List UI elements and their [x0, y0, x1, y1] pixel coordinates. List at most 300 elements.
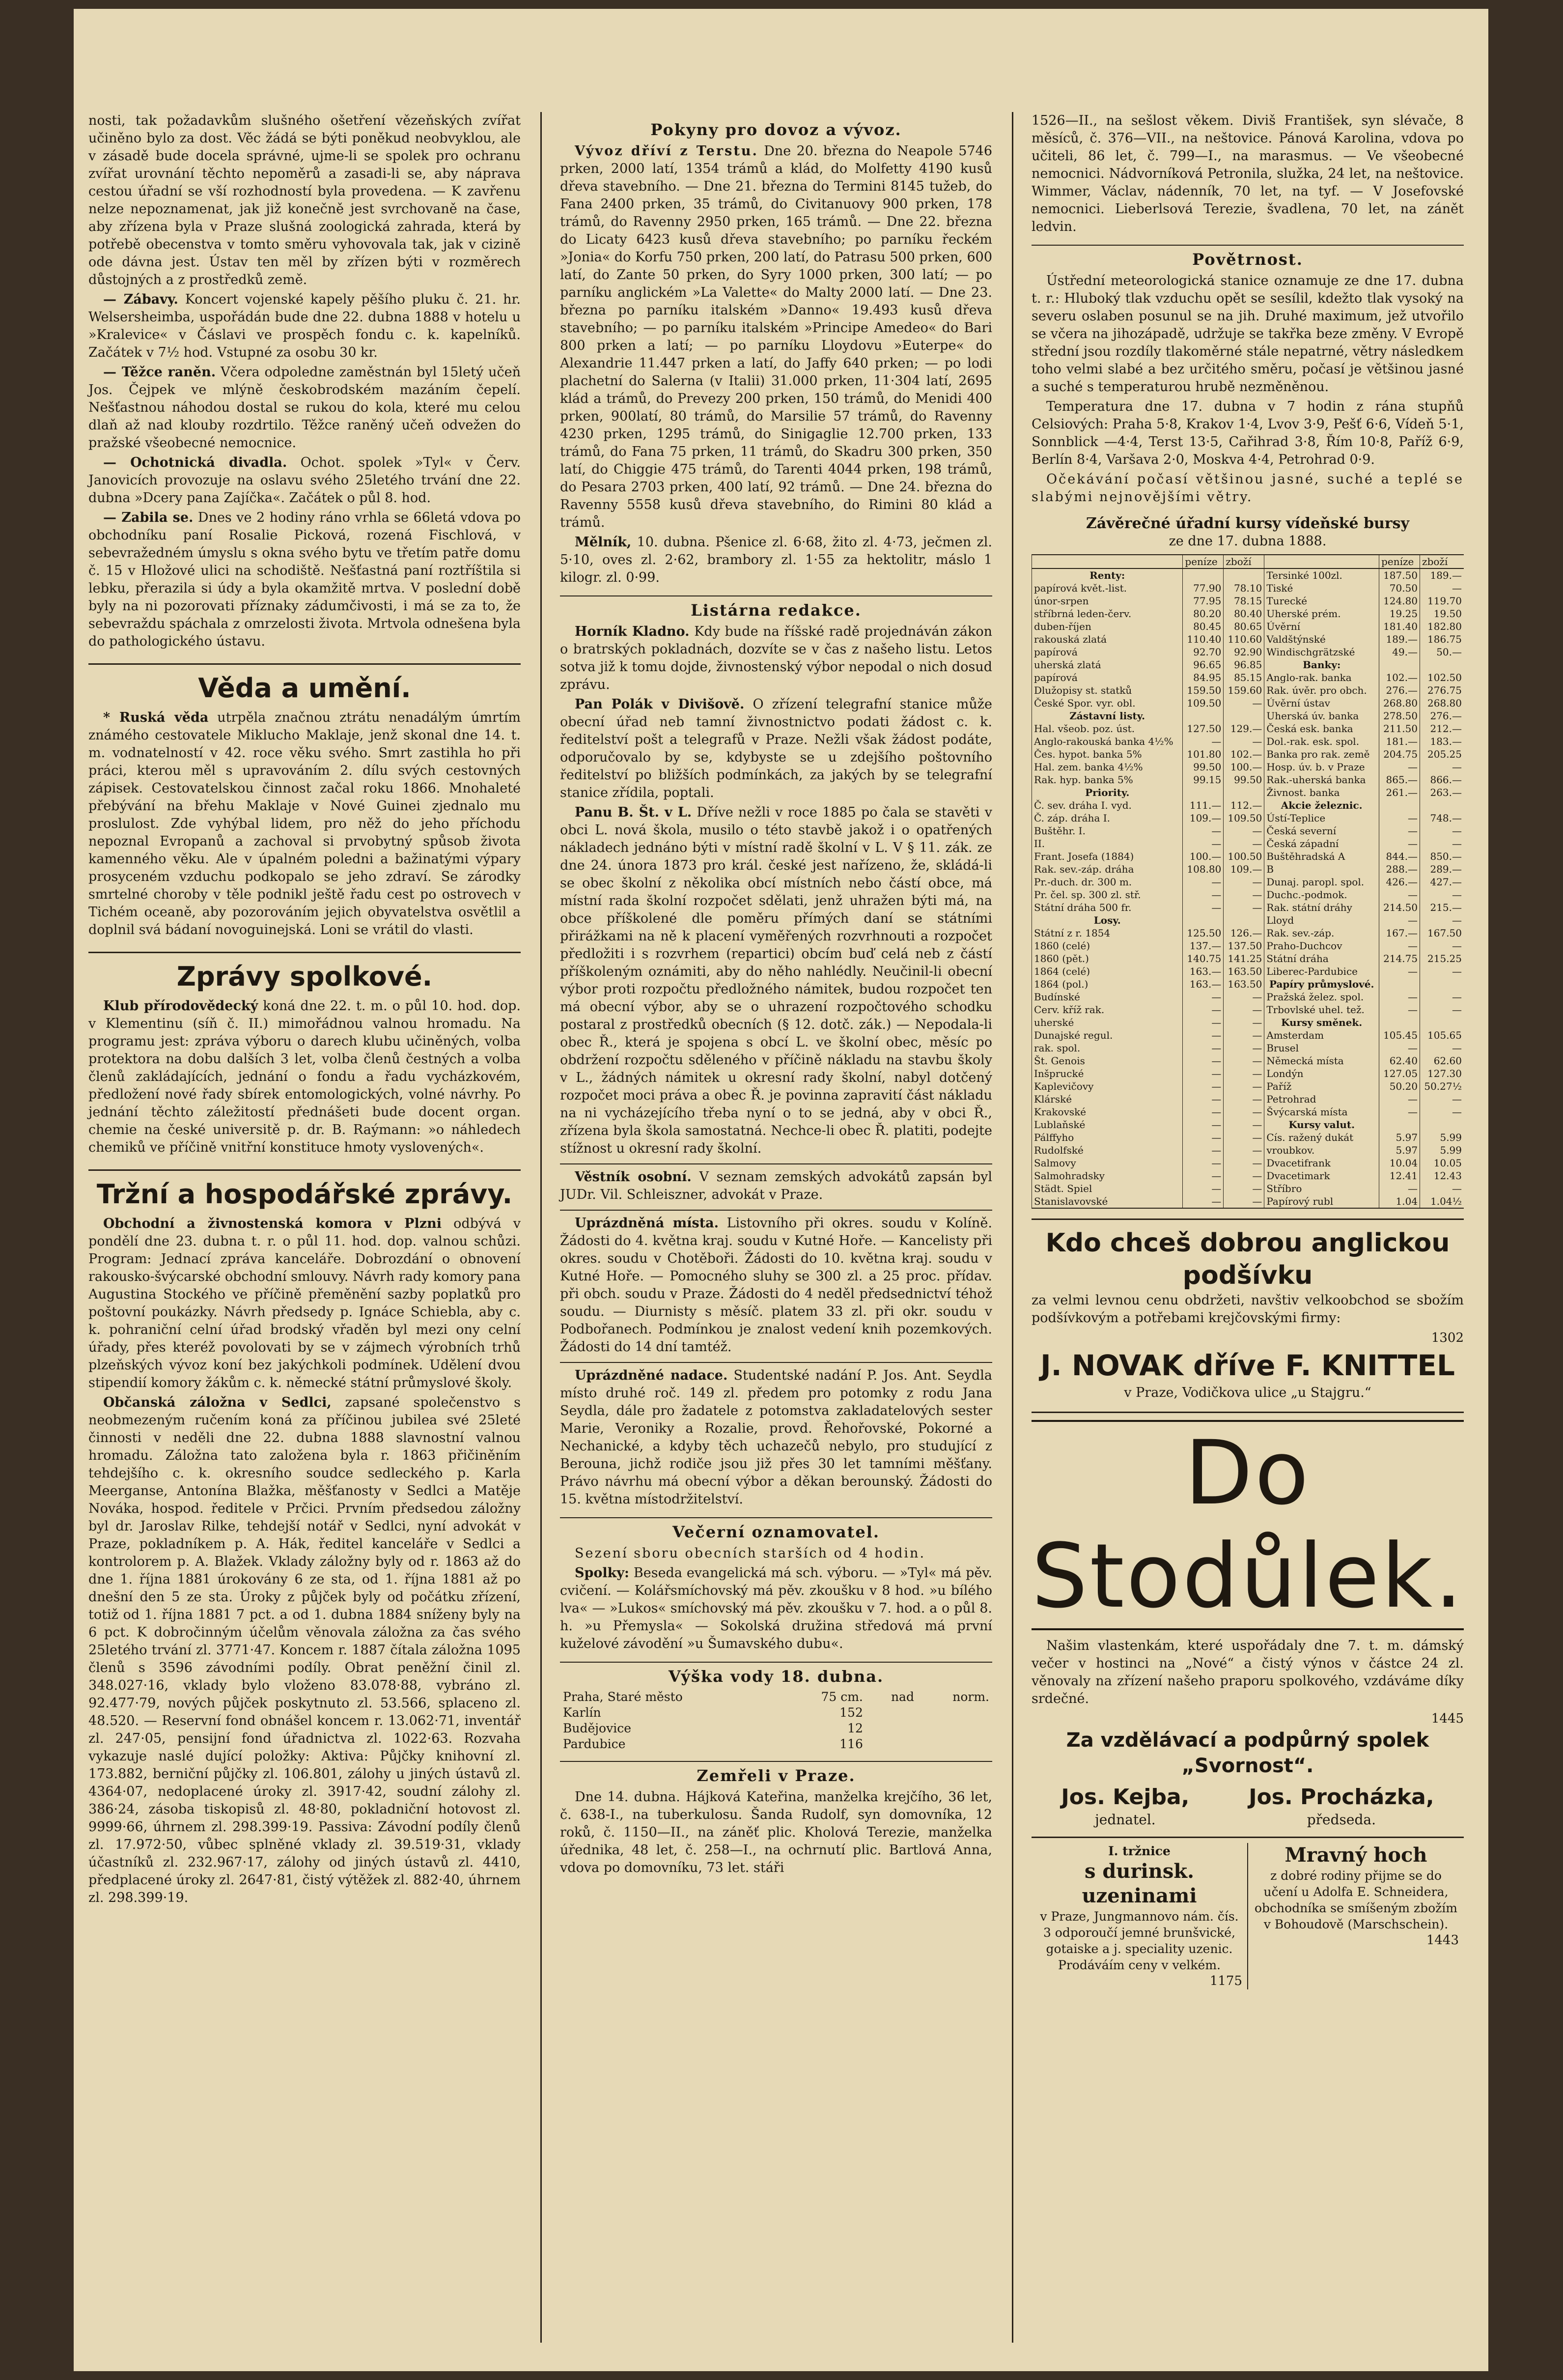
article-text: Koncert vojenské kapely pěšího pluku č. 21. hr. Welsersheimba, uspořádán bude dne 22. dubna 1888 v hotelu u »Kralevice« v Čáslavi ve prospěch fondu c. k. kapelníků. Začátek v 7½ hod. Vstupné za osobu 30 kr.: [88, 292, 521, 360]
kurzy-cell: Budínské: [1032, 991, 1183, 1003]
kurzy-cell: Tersinké 100zl.: [1264, 568, 1379, 582]
kurzy-cell: 215.25: [1420, 952, 1464, 965]
kurzy-cell: —: [1379, 1105, 1420, 1118]
kurzy-cell: 50.27½: [1420, 1080, 1464, 1093]
article-uprazdnena-mista: [560, 1210, 992, 1356]
kurzy-cell: [1379, 658, 1420, 671]
kurzy-cell: 278.50: [1379, 709, 1420, 722]
kurzy-cell: —: [1420, 914, 1464, 927]
kurzy-row: [1032, 837, 1464, 850]
article-text: V seznam zemských advokátů zapsán byl JUDr. Vil. Schleiszner, advokát v Praze.: [560, 1169, 992, 1202]
kurzy-cell: 96.85: [1224, 658, 1264, 671]
ad-text: Našim vlastenkám, které uspořádaly dne 7. t. m. dámský večer v hostinci na „Nové“ a čistý výnos v částce 24 zl. věnovaly na zřízení našeho praporu spolkového, vzdáváme díky srdečné.: [1032, 1638, 1464, 1706]
section-title-spolky: Zprávy spolkové.: [88, 952, 521, 992]
kurzy-cell: 80.20: [1183, 607, 1224, 620]
kurzy-cell: —: [1379, 812, 1420, 824]
kurzy-cell: 163.50: [1224, 978, 1264, 991]
kurzy-row: [1032, 1067, 1464, 1080]
kurzy-cell: 426.—: [1379, 876, 1420, 888]
ad-pair: [1032, 1837, 1464, 1989]
kurzy-cell: 109.—: [1224, 863, 1264, 876]
kurzy-cell: —: [1420, 1042, 1464, 1054]
kurzy-cell: 77.95: [1183, 595, 1224, 607]
kurzy-cell: Paříž: [1264, 1080, 1379, 1093]
kurzy-cell: Hal. zem. banka 4½%: [1032, 761, 1183, 773]
ad-signatory: [1061, 1784, 1189, 1829]
kurzy-cell: 189.—: [1420, 568, 1464, 582]
kurzy-cell: 167.50: [1420, 927, 1464, 939]
article-pocasi: Ústřední meteorologická stanice oznamuje ze dne 17. dubna t. r.: Hluboký tlak vzduchu opět se sesílil, kdežto tlak vysoký na severu oslaben posunul se na jih. Druhé maximum, jež utvořilo se včera na jihozápadě, udržuje se takřka beze změny. V Evropě střední jsou rozdíly tlakoměrné stále nepatrné, větry následkem toho velmi slabé a bez určitého směru, počasí je většinou jasné a suché s temperaturou hrubě nezměněnou.: [1032, 273, 1464, 395]
kurzy-cell: —: [1183, 1016, 1224, 1029]
kurzy-cell: 127.30: [1420, 1067, 1464, 1080]
water-level-cell: nad: [891, 1690, 914, 1704]
ad-signatories: [1032, 1784, 1464, 1829]
article-text: Studentské nadání P. Jos. Ant. Seydla místo druhé roč. 149 zl. předem pro potomky z rodu Jana Seydla, dále pro žadatele z potomstva zakladatelových sester Marie, Veroniky a Rozalie, provd. Řehořovské, Pokorné a Nechanické, a kdyby těch uchazečů nebylo, pro studující z Berouna, jichž rodiče jsou již přes 30 let tamními měšťany. Právo návrhu má obecní výbor a děkan berounský. Žádosti do 15. května místodržitelství.: [560, 1368, 992, 1507]
kurzy-cell: Salmovy: [1032, 1157, 1183, 1169]
kurzy-cell: 205.25: [1420, 748, 1464, 761]
ad-big-title: Do Stodůlek.: [1032, 1420, 1464, 1630]
kurzy-cell: Banka pro rak. země: [1264, 748, 1379, 761]
article-text: odbývá v pondělí dne 23. dubna t. r. o půl 11. hod. dop. valnou schůzi. Program: Jednací zpráva kanceláře. Dobrozdání o obnovení rakousko-švýcarské obchodní smlouvy. Návrh rady komory pana Augustina Stockého ve příčině přeměnění sazby poplatků pro poštovní poukázky. Návrh předsedy p. Ignáce Schiebla, aby c. k. pohraniční celní úřad brodský vřaděn byl mezi ony celní úřady, přes kteréž povolovati by se v zájmech výrobních trhů plzeňských vývoz koní bez jakýchkoli podmínek. Udělení dvou stipendií komory žákům c. k. německé státní průmyslové školy.: [88, 1216, 521, 1390]
article-keyword: Klub přírodovědecký: [103, 998, 258, 1014]
kurzy-row: [1032, 1093, 1464, 1105]
kurzy-cell: Úvěrní: [1264, 620, 1379, 633]
water-level-cell: 116: [839, 1737, 863, 1751]
kurzy-row: [1032, 735, 1464, 748]
column-rule: [1012, 112, 1013, 2343]
kurzy-cell: —: [1183, 735, 1224, 748]
kurzy-cell: 189.—: [1379, 633, 1420, 646]
kurzy-cell: —: [1183, 1042, 1224, 1054]
kurzy-cell: Česká severní: [1264, 824, 1379, 837]
kurzy-row: [1032, 671, 1464, 684]
kurzy-cell: Krakovské: [1032, 1105, 1183, 1118]
article-hornik: [560, 623, 992, 694]
stock-rates-table: [1032, 554, 1464, 1209]
section-title-trzni: Tržní a hospodářské zprávy.: [88, 1169, 521, 1210]
kurzy-header-cell: [1264, 555, 1379, 568]
kurzy-cell: Losy.: [1032, 914, 1183, 927]
kurzy-cell: 289.—: [1420, 863, 1464, 876]
article-text: Dne 20. března do Neapole 5746 prken, 2000 latí, 1354 trámů a klád, do Molfetty 4190 kusů dřeva stavebního. — Dne 21. března do Termini 8145 tužeb, do Fana 2400 prken, 35 trámů, do Civitanuovy 900 prken, 178 trámů, do Ravenny 2950 prken, 165 trámů. — Dne 22. března do Licaty 6423 kusů dřeva stavebního; po parníku řeckém »Jonia« do Korfu 750 prken, 200 latí, do Patrasu 500 prken, 600 latí, do Zante 50 prken, do Syry 1000 prken, 300 latí; — po parníku anglickém »La Valette« do Malty 2000 latí. — Dne 23. března po parníku italském »Danno« 19.493 kusů dřeva stavebního; — po parníku italském »Principe Amedeo« do Bari 800 prken a latí; — po parníku Lloydovu »Euterpe« do Alexandrie 11.447 prken a latí, do Jaffy 640 prken; — po lodi plachetní do Salerna (v Italii) 31.000 prken, 11·304 latí, 2695 klád a trámů, do Prevezy 200 prken, 150 trámů, do Menidi 400 prken, 900latí, 80 trámů, do Marsilie 57 trámů, do Ravenny 4230 prken, 1295 trámů, do Sinigaglie 12.700 prken, 133 trámů, do Fana 75 prken, 11 trámů, do Skadru 300 prken, 350 latí, do Chiggie 475 trámů, do Tarenti 4044 prken, 198 trámů, do Pesara 2703 prken, 400 latí, 92 trámů. — Dne 24. března do Ravenny 5558 kusů dřeva stavebního, do Rimini 80 klád a trámů.: [560, 143, 992, 530]
water-level-cell: [917, 1721, 992, 1736]
kurzy-cell: České Spor. vyr. obl.: [1032, 697, 1183, 709]
kurzy-cell: —: [1379, 824, 1420, 837]
kurzy-cell: 844.—: [1379, 850, 1420, 863]
kurzy-row: [1032, 799, 1464, 812]
article-text: Kdy bude na říšské radě projednáván zákon o bratrských pokladnách, dozvíte se v čas z našeho listu. Letos sotva již k tomu dojde, živnostenský výbor nepodal o nich dosud zprávu.: [560, 624, 992, 692]
kurzy-cell: Anglo-rak. banka: [1264, 671, 1379, 684]
kurzy-cell: Londýn: [1264, 1067, 1379, 1080]
ad-podsivka: [1032, 1218, 1464, 1402]
kurzy-cell: 1.04: [1379, 1195, 1420, 1208]
article-keyword: Mělník,: [575, 535, 632, 550]
kurzy-cell: 12.41: [1379, 1169, 1420, 1182]
ad-headline: s durinsk. uzeninami: [1082, 1860, 1197, 1907]
kurzy-cell: papírová: [1032, 671, 1183, 684]
newspaper-page: [74, 9, 1488, 2371]
kurzy-cell: 163.50: [1224, 965, 1264, 978]
vecerni-sub: Sezení sboru obecních starších od 4 hodin.: [575, 1546, 926, 1561]
kurzy-row: [1032, 965, 1464, 978]
kurzy-cell: 80.65: [1224, 620, 1264, 633]
kurzy-cell: 1.04½: [1420, 1195, 1464, 1208]
article-text: koná dne 22. t. m. o půl 10. hod. dop. v Klementinu (síň č. II.) mimořádnou valnou hromadu. Na programu jest: zpráva výboru o darech klubu učiněných, volba protektora na dobu dalších 3 let, volba členů čestných a volba členů zakládajících, jednání o fondu a řadu vycházkovém, předložení nové řady sbírek entomologických, volné návrhy. Po jednání těchto záležitostí přednášeti bude docent organ. chemie na české universitě p. dr. B. Raýmann: »o náhledech chemiků ve příčině vnitřní konstituce hmoty vyslovených«.: [88, 998, 521, 1155]
kurzy-cell: —: [1420, 1093, 1464, 1105]
article-text: utrpěla značnou ztrátu nenadálým úmrtím známého cestovatele Miklucho Maklaje, jenž skonal dne 14. t. m. vodnatelností v 42. roce věku svého. Smrt zastihla ho při práci, kterou měl s upravováním 2. dílu svých cestovných zápisek. Cestovatelskou činnost začal roku 1866. Mnohaleté přebývání na břehu Maklaje v Nové Guinei zjednalo mu proslulost. Zde vyhýbal lidem, pro něž do jeho příchodu nepoznal Evropanů a zachoval si prvobytný spůsob života kamenného věku. Ale v úpalném poledni a bažinatými výpary prosyceném vzduchu podkopalo se jeho zdraví. Se zárodky smrtelné choroby v těle podnikl ještě řadu cest po ostrovech v Tichém oceaně, aby pozorováním jejich obyvatelstva osvětlil a doplnil svá bádaní novoguinejská. Loni se vrátil do vlasti.: [88, 710, 521, 937]
kurzy-cell: —: [1379, 1182, 1420, 1195]
water-level-table: [560, 1689, 992, 1752]
kurzy-cell: 105.65: [1420, 1029, 1464, 1042]
kurzy-cell: —: [1224, 1144, 1264, 1157]
kurzy-cell: Tiské: [1264, 582, 1379, 595]
article-panu: [560, 804, 992, 1158]
kurzy-cell: Dol.-rak. esk. spol.: [1264, 735, 1379, 748]
kurzy-row: [1032, 939, 1464, 952]
kurzy-cell: papírová květ.-list.: [1032, 582, 1183, 595]
kurzy-cell: —: [1420, 888, 1464, 901]
kurzy-cell: 261.—: [1379, 786, 1420, 799]
kurzy-cell: 186.75: [1420, 633, 1464, 646]
kurzy-cell: —: [1224, 1169, 1264, 1182]
article-zemreli-cont: 1526—II., na sešlost věkem. Diviš František, syn slévače, 8 měsíců, č. 376—VII., na neštovice. Pánová Karolina, vdova po učiteli, 86 let, č. 799—I., na marasmus. — Ve všeobecné nemocnici. Nádvorníková Petronila, služka, 24 let, na neštovice. Wimmer, Václav, nádenník, 70 let, na tyf. — V Josefovské nemocnici. Lieberlsová Terezie, švadlena, 70 let, na zánět ledvin.: [1032, 113, 1464, 234]
article-tezce: [88, 364, 521, 452]
kurzy-row: [1032, 1195, 1464, 1208]
kurzy-cell: Papíry průmyslové.: [1264, 978, 1379, 991]
kurzy-cell: Česká západní: [1264, 837, 1379, 850]
kurzy-cell: Dvacetimark: [1264, 1169, 1379, 1182]
kurzy-cell: 126.—: [1224, 927, 1264, 939]
kurzy-cell: Stanislavovské: [1032, 1195, 1183, 1208]
ad-code: 1175: [1209, 1974, 1242, 1988]
kurzy-cell: 127.50: [1183, 722, 1224, 735]
kurzy-cell: —: [1224, 1016, 1264, 1029]
kurzy-cell: —: [1183, 824, 1224, 837]
kurzy-cell: —: [1224, 1105, 1264, 1118]
kurzy-cell: 288.—: [1379, 863, 1420, 876]
kurzy-cell: Št. Genois: [1032, 1054, 1183, 1067]
ad-text: v Praze, Jungmannovo nám. čís. 3 odporoučí jemné brunšvické, gotaiske a j. speciality uzenic. Prodáváím ceny v velkém.: [1040, 1909, 1239, 1972]
kurzy-cell: 748.—: [1420, 812, 1464, 824]
kurzy-cell: 140.75: [1183, 952, 1224, 965]
article-zabavy: [88, 291, 521, 362]
kurzy-cell: 80.40: [1224, 607, 1264, 620]
kurzy-cell: Uherské prém.: [1264, 607, 1379, 620]
ad-headline: Mravný hoch: [1284, 1843, 1427, 1867]
kurzy-cell: [1224, 568, 1264, 582]
kurzy-cell: II.: [1032, 837, 1183, 850]
kurzy-cell: Turecké: [1264, 595, 1379, 607]
kurzy-cell: 100.—: [1224, 761, 1264, 773]
kurzy-cell: 1864 (pol.): [1032, 978, 1183, 991]
kurzy-cell: 163.—: [1183, 978, 1224, 991]
kurzy-cell: —: [1224, 735, 1264, 748]
kurzy-cell: 109.—: [1183, 812, 1224, 824]
kurzy-cell: Cís. ražený dukát: [1264, 1131, 1379, 1144]
ad-spolek: Za vzdělávací a podpůrný spolek „Svornost“.: [1066, 1729, 1429, 1777]
kurzy-cell: Čes. hypot. banka 5%: [1032, 748, 1183, 761]
rubric-listarna: Listárna redakce.: [560, 595, 992, 619]
kurzy-cell: 187.50: [1379, 568, 1420, 582]
water-level-cell: Pardubice: [563, 1737, 626, 1751]
kurzy-cell: —: [1420, 1182, 1464, 1195]
kurzy-row: [1032, 1169, 1464, 1182]
kurzy-row: [1032, 1042, 1464, 1054]
kurzy-cell: Dvacetifrank: [1264, 1157, 1379, 1169]
kurzy-row: [1032, 786, 1464, 799]
kurzy-cell: —: [1183, 876, 1224, 888]
kurzy-row: [1032, 978, 1464, 991]
article-text: nosti, tak požadavkům slušného ošetření vězeňských zvířat učiněno bylo za dost. Věc žádá se býti poněkud neobvyklou, ale v zásadě bude docela správné, ujme-li se spolek pro ochranu zvířat urovnání těchto nepoměrů a zasadi-li se, aby náprava cestou úřadní se vší rozhodností byla provedena. — K zavřenu nelze nepoznamenat, jak již konečně jest svrchovaně na čase, aby zřízena byla v Praze slušná zoologická zahrada, která by potřebě obecenstva v tomto směru vyhovovala tak, jak v cizině ode dávna jest. Ústav ten měl by zřízen býti v rozměrech důstojných a z prostředků země.: [88, 113, 521, 287]
kurzy-cell: —: [1183, 1131, 1224, 1144]
kurzy-row: [1032, 697, 1464, 709]
article-text: Včera odpoledne zaměstnán byl 15letý učeň Jos. Čejpek ve mlýně českobrodském mazáním čepelí. Nešťastnou náhodou dostal se rukou do kola, které mu celou dlaň až nad klouby rozdrtilo. Těžce raněný učeň odvežen do pražské všeobecné nemocnice.: [88, 365, 521, 451]
kurzy-row: [1032, 1105, 1464, 1118]
kurzy-header-cell: zboží: [1420, 555, 1464, 568]
kurzy-cell: 127.05: [1379, 1067, 1420, 1080]
kurzy-cell: Buštěhr. I.: [1032, 824, 1183, 837]
kurzy-cell: Německá místa: [1264, 1054, 1379, 1067]
kurzy-cell: —: [1183, 1003, 1224, 1016]
kurzy-cell: —: [1224, 1195, 1264, 1208]
kurzy-cell: —: [1224, 824, 1264, 837]
kurzy-row: [1032, 1054, 1464, 1067]
kurzy-cell: 159.60: [1224, 684, 1264, 697]
article-keyword: Spolky:: [575, 1565, 630, 1581]
kurzy-row: [1032, 761, 1464, 773]
kurzy-cell: 105.45: [1379, 1029, 1420, 1042]
kurzy-cell: Švýcarská místa: [1264, 1105, 1379, 1118]
kurzy-cell: —: [1379, 1042, 1420, 1054]
kurzy-cell: —: [1183, 1080, 1224, 1093]
kurzy-cell: Pr. čel. sp. 300 zl. stř.: [1032, 888, 1183, 901]
kurzy-cell: 276.75: [1420, 684, 1464, 697]
article-vestnik: [560, 1163, 992, 1204]
kurzy-row: [1032, 709, 1464, 722]
article-keyword: — Ochotnická divadla.: [103, 455, 287, 470]
article-keyword: — Těžce raněn.: [103, 365, 216, 380]
kurzy-row: [1032, 1118, 1464, 1131]
kurzy-cell: [1224, 914, 1264, 927]
kurzy-cell: 5.99: [1420, 1144, 1464, 1157]
kurzy-cell: 99.50: [1183, 761, 1224, 773]
kurzy-row: [1032, 1144, 1464, 1157]
article-teploty: Temperatura dne 17. dubna v 7 hodin z rána stupňů Celsiových: Praha 5·8, Krakov 1·4, Lvov 3·9, Pešť 6·6, Vídeň 5·1, Sonnblick —4·4, Terst 13·5, Cařihrad 3·8, Řím 10·8, Paříž 6·9, Berlín 8·4, Varšava 2·0, Moskva 4·4, Petrohrad 0·9.: [1032, 399, 1464, 467]
kurzy-cell: —: [1183, 1144, 1224, 1157]
kurzy-cell: —: [1224, 1118, 1264, 1131]
kurzy-cell: 112.—: [1224, 799, 1264, 812]
kurzy-cell: 1860 (pět.): [1032, 952, 1183, 965]
water-level-cell: 12: [847, 1721, 863, 1735]
kurzy-cell: 427.—: [1420, 876, 1464, 888]
kurzy-cell: [1183, 709, 1224, 722]
kurzy-cell: —: [1183, 1029, 1224, 1042]
article-zalozna: [88, 1394, 521, 1907]
kurzy-row: [1032, 914, 1464, 927]
kurzy-cell: 137.50: [1224, 939, 1264, 952]
kurzy-cell: Pražská želez. spol.: [1264, 991, 1379, 1003]
kurzy-row: [1032, 646, 1464, 658]
kurzy-cell: Státní dráha: [1264, 952, 1379, 965]
article-keyword: Věstník osobní.: [575, 1169, 692, 1185]
water-level-cell: Karlín: [563, 1705, 601, 1720]
kurzy-cell: 163.—: [1183, 965, 1224, 978]
kurzy-cell: —: [1224, 901, 1264, 914]
kurzy-cell: —: [1183, 1169, 1224, 1182]
kurzy-cell: Petrohrad: [1264, 1093, 1379, 1105]
kurzy-row: [1032, 1080, 1464, 1093]
kurzy-cell: Rak. hyp. banka 5%: [1032, 773, 1183, 786]
kurzy-cell: Rak. sev.-záp. dráha: [1032, 863, 1183, 876]
rubric-vecerni: Večerní oznamovatel.: [560, 1517, 992, 1541]
kurzy-row: [1032, 1016, 1464, 1029]
kurzy-cell: 181.—: [1379, 735, 1420, 748]
kurzy-cell: Dlužopisy st. statků: [1032, 684, 1183, 697]
kurzy-row: [1032, 1131, 1464, 1144]
kurzy-cell: —: [1420, 991, 1464, 1003]
kurzy-cell: —: [1379, 761, 1420, 773]
kurzy-cell: —: [1224, 888, 1264, 901]
article-spolky: [88, 997, 521, 1157]
kurzy-cell: rakouská zlatá: [1032, 633, 1183, 646]
rubric-pocasi: Povětrnost.: [1032, 245, 1464, 268]
kurzy-cell: Klárské: [1032, 1093, 1183, 1105]
article-keyword: Panu B. Št. v L.: [575, 805, 692, 820]
kurzy-cell: 85.15: [1224, 671, 1264, 684]
kurzy-cell: —: [1224, 837, 1264, 850]
water-level-cell: 75 cm.: [821, 1690, 863, 1704]
kurzy-row: [1032, 824, 1464, 837]
kurzy-cell: 141.25: [1224, 952, 1264, 965]
kurzy-cell: Buštěhradská A: [1264, 850, 1379, 863]
kurzy-cell: —: [1420, 761, 1464, 773]
kurzy-row: [1032, 684, 1464, 697]
kurzy-cell: 1860 (celé): [1032, 939, 1183, 952]
kurzy-cell: [1379, 1016, 1420, 1029]
kurzy-cell: 865.—: [1379, 773, 1420, 786]
kurzy-cell: 111.—: [1183, 799, 1224, 812]
kurzy-cell: 182.80: [1420, 620, 1464, 633]
kurzy-cell: —: [1420, 582, 1464, 595]
kurzy-cell: Lublaňské: [1032, 1118, 1183, 1131]
article-keyword: Obchodní a živnostenská komora v Plzni: [103, 1216, 442, 1231]
kurzy-cell: Rak. úvěr. pro obch.: [1264, 684, 1379, 697]
kurzy-cell: 5.97: [1379, 1144, 1420, 1157]
kurzy-cell: 268.80: [1420, 697, 1464, 709]
kurzy-cell: [1379, 978, 1420, 991]
kurzy-cell: —: [1224, 1042, 1264, 1054]
kurzy-row: [1032, 952, 1464, 965]
kurzy-cell: 50.20: [1379, 1080, 1420, 1093]
kurzy-row: [1032, 607, 1464, 620]
article-ocekavani: Očekávání počasí většinou jasné, suché a teplé se slabými nejnovějšími větry.: [1032, 472, 1464, 505]
article-keyword: — Zabila se.: [103, 510, 194, 525]
kurzy-row: [1032, 582, 1464, 595]
kurzy-cell: —: [1224, 1093, 1264, 1105]
kurzy-cell: Pálffyho: [1032, 1131, 1183, 1144]
article-vecerni: [560, 1564, 992, 1653]
kurzy-row: [1032, 658, 1464, 671]
article-keyword: Uprázdněné nadace.: [575, 1368, 728, 1383]
water-level-row: [560, 1736, 992, 1752]
kurzy-cell: 5.97: [1379, 1131, 1420, 1144]
kurzy-cell: 102.—: [1224, 748, 1264, 761]
kurzy-cell: Č. sev. dráha I. vyd.: [1032, 799, 1183, 812]
kurzy-cell: —: [1420, 837, 1464, 850]
ad-signatory: [1249, 1784, 1434, 1829]
kurzy-cell: 5.99: [1420, 1131, 1464, 1144]
water-level-cell: [917, 1736, 992, 1752]
kurzy-cell: Úvěrní ústav: [1264, 697, 1379, 709]
kurzy-cell: —: [1224, 1080, 1264, 1093]
article-keyword: Horník Kladno.: [575, 624, 690, 639]
water-level-cell: [866, 1721, 917, 1736]
kurzy-row: [1032, 773, 1464, 786]
kurzy-cell: 84.95: [1183, 671, 1224, 684]
kurzy-cell: 214.50: [1379, 901, 1420, 914]
kurzy-cell: Renty:: [1032, 568, 1183, 582]
article-melnik: [560, 534, 992, 587]
kurzy-cell: rak. spol.: [1032, 1042, 1183, 1054]
kurzy-cell: 276.—: [1420, 709, 1464, 722]
kurzy-cell: Windischgrätzské: [1264, 646, 1379, 658]
kurzy-cell: 212.—: [1420, 722, 1464, 735]
kurzy-cell: Státní z r. 1854: [1032, 927, 1183, 939]
kurzy-cell: Státní dráha 500 fr.: [1032, 901, 1183, 914]
kurzy-cell: [1183, 568, 1224, 582]
kurzy-cell: 19.50: [1420, 607, 1464, 620]
kurzy-cell: —: [1379, 1093, 1420, 1105]
kurzy-cell: Duchc.-podmok.: [1264, 888, 1379, 901]
kurzy-cell: —: [1420, 824, 1464, 837]
article-veda: [88, 709, 521, 939]
kurzy-row: [1032, 722, 1464, 735]
kurzy-cell: 109.50: [1224, 812, 1264, 824]
kurzy-cell: 100.—: [1183, 850, 1224, 863]
kurzy-row: [1032, 888, 1464, 901]
kurzy-cell: —: [1379, 837, 1420, 850]
kurzy-cell: 215.—: [1420, 901, 1464, 914]
kurzy-cell: 850.—: [1420, 850, 1464, 863]
article-zabila: [88, 509, 521, 651]
kurzy-cell: —: [1224, 1054, 1264, 1067]
kurzy-cell: Banky:: [1264, 658, 1379, 671]
kurzy-cell: —: [1379, 888, 1420, 901]
kurzy-cell: —: [1183, 901, 1224, 914]
kurzy-cell: 96.65: [1183, 658, 1224, 671]
kurzy-cell: Č. záp. dráha I.: [1032, 812, 1183, 824]
article-text: zapsané společenstvo s neobmezeným ručením koná za příčinou jubilea své 25leté činnosti v neděli dne 22. dubna 1888 slavnostní valnou hromadu. Záložna tato založena byla r. 1863 přičiněním tehdejšího c. k. okresního soudce sedleckého p. Karla Meerganse, Antonína Blažka, měšťanosty v Sedlci a Matěje Nováka, hospod. ředitele v Prčici. Prvním předsedou záložny byl dr. Jaroslav Rilke, tehdejší notář v Sedlci, nyní advokát v Praze, pokladníkem p. A. Hák, ředitel kanceláře v Sedlci a kontrolorem p. A. Blažek. Vklady záložny byly od r. 1863 až do dne 1. října 1881 úrokovány 6 ze sta, od 1. října 1881 až po dnešní den 5 ze sta. Úroky z půjček byly od počátku zřízení, totiž od 1. října 1881 7 pct. a od 1. dubna 1884 sníženy byly na 6 pct. K dobročinným účelům věnovala záložna za čas svého 25letého trvání zl. 3771·47. Koncem r. 1887 čítala záložna 1095 členů s 3596 závodními podíly. Obrat peněžní činil zl. 348.027·16, vklady bylo vloženo 83.078·88, vybráno zl. 92.477·79, nových půjček poskytnuto zl. 53.566, splaceno zl. 48.520. — Reservní fond obnášel koncem r. 13.062·71, inventář zl. 247·05, pensijní fond úřadnictva zl. 1022·63. Rozvaha vykazuje naslé dující položky: Aktiva: Půjčky knihovní zl. 173.882, berniční půjčky zl. 106.801, zálohy u jiných ústavů zl. 4364·07, nedoplacené úroky zl. 3917·42, soudní zálohy zl. 386·24, zásoba tiskopisů zl. 48·80, pokladniční hotovost zl. 9999·66, úhrnem zl. 298.399·19. Passiva: Závodní podíly členů zl. 17.972·50, vůbec splněné vklady zl. 39.519·31, vklady účastníků zl. 232.967·17, zálohy od jiných ústavů zl. 4410, předplacené úroky zl. 2647·81, čistý výtěžek zl. 882·40, úhrnem zl. 298.399·19.: [88, 1395, 521, 1905]
article-text: Listovního při okres. soudu v Kolíně. Žádosti do 4. května kraj. soudu v Kutné Hoře. — Kancelisty při okres. soudu v Chotěboři. Žádosti do 10. května kraj. soudu v Kutné Hoře. — Pomocného sluhy se 300 zl. a 25 proc. přídav. při obch. soudu v Praze. Žádosti do 4 neděl předsednictví téhož soudu. — Diurnisty s měsíč. platem 33 zl. při okr. soudu v Podbořanech. Podmínkou je znalost vedení knih pozemkových. Žádosti do 14 dní tamtéž.: [560, 1216, 992, 1355]
article-keyword: Pan Polák v Divišově.: [575, 697, 745, 712]
kurzy-cell: Rak. sev.-záp.: [1264, 927, 1379, 939]
kurzy-cell: Zástavní listy.: [1032, 709, 1183, 722]
kurzy-cell: —: [1224, 1029, 1264, 1042]
kurzy-cell: 108.80: [1183, 863, 1224, 876]
ad-signatory-role: jednatel.: [1095, 1812, 1156, 1828]
ad-code: 1445: [1431, 1711, 1464, 1726]
article-text: Dříve nežli v roce 1885 po čala se stavěti v obci L. nová škola, musilo o této stavbě jakož i o opatřených nákladech jednáno býti v místní radě školní v L. V § 11. zák. ze dne 24. února 1873 pro král. české jest nařízeno, že, skládá-li se obec školní z několika obcí místních nebo částí obce, má místní rada školní rozpočet sdělati, jenž uhražen býti má, na obce příškolené dle poměru přímých daní se státními přirážkami na ně k placení vyměřených rozvrhnouti a rozpočet předložiti i s rozvrhem (repartici) obcím buď celá neb z částí příškoleným oznámiti, aby do něho nahlédly. Neučinil-li obecní výbor proti rozpočtu předložného námitek, budou rozpočet ten má obecní výbor, aby se o uhrazení rozpočtového schodku postaral z prostředků obecních (§ 12. dotč. zák.) — Nepodala-li obec Ř., která je spojena s obcí L. ve školní obec, měsíc po obdržení rozpočtu sděleného v příčině nákladu na stavbu školy v L., žádných námitek u okresní rady školní, nabyl dotčený rozpočet moci práva a obec Ř. je povinna zapravití část nákladu na ni vycházejícího třeba nyní o to se jedná, aby v obci Ř., zřízena byla škola samostatná. Nechce-li obec Ř. platiti, podejte stížnost u okresní rady školní.: [560, 805, 992, 1156]
kurzy-cell: B: [1264, 863, 1379, 876]
kurzy-cell: 204.75: [1379, 748, 1420, 761]
kurzy-cell: —: [1379, 991, 1420, 1003]
kurzy-cell: —: [1183, 1182, 1224, 1195]
kurzy-cell: [1379, 799, 1420, 812]
kurzy-cell: 92.70: [1183, 646, 1224, 658]
ad-signatory-name: Jos. Procházka,: [1249, 1785, 1434, 1810]
kurzy-cell: 276.—: [1379, 684, 1420, 697]
article-keyword: — Zábavy.: [103, 292, 178, 307]
